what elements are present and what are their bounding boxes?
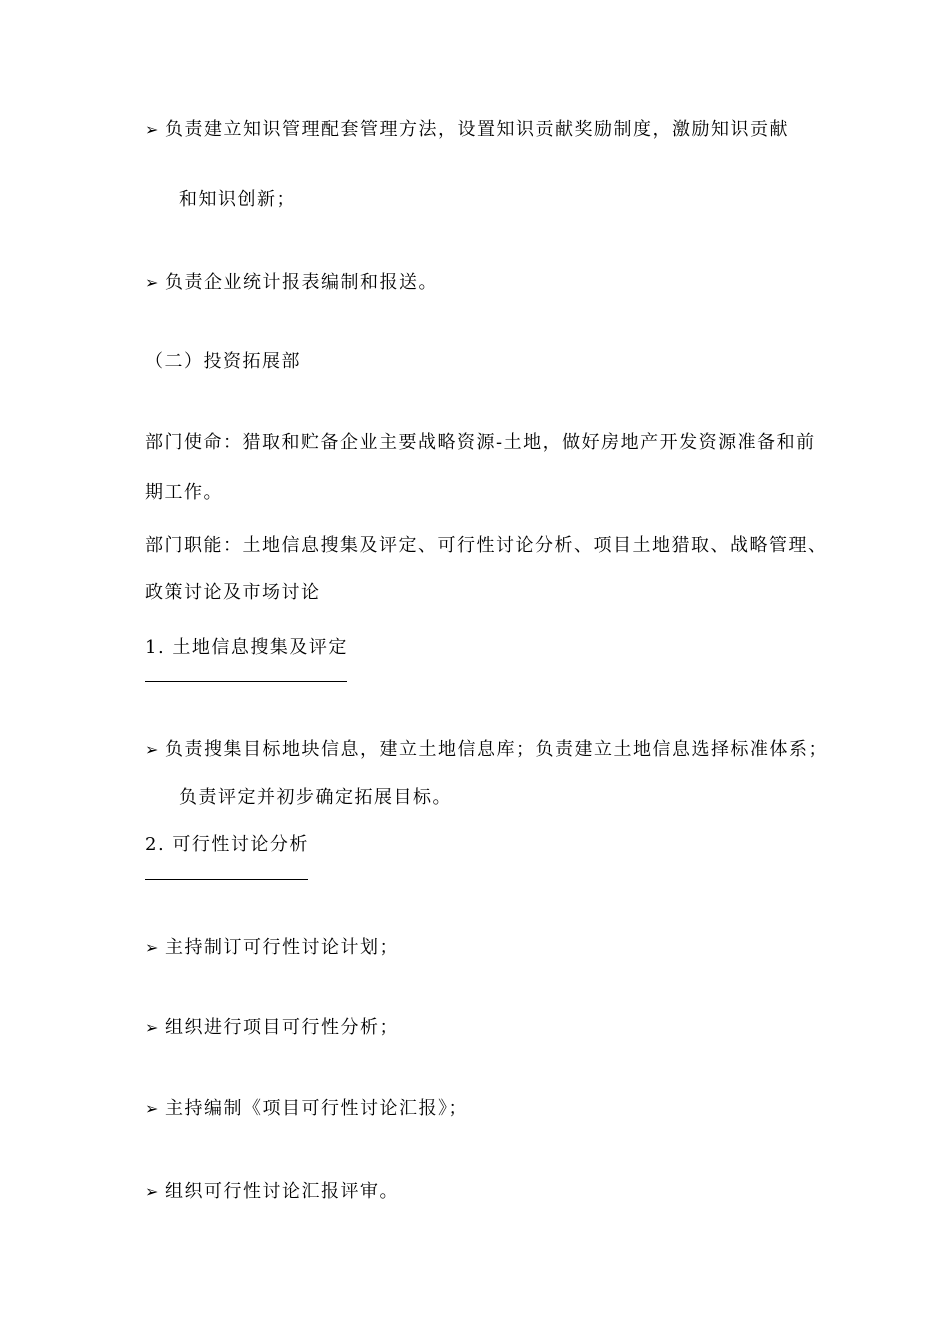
bullet-item-feasibility-analysis [145, 1016, 399, 1040]
section-heading: （二）投资拓展部 [145, 351, 301, 372]
bullet-arrow-icon: ➢ [145, 1099, 160, 1118]
subsection-underline-2 [145, 879, 308, 880]
department-mission: 部门使命：猎取和贮备企业主要战略资源-土地，做好房地产开发资源准备和前 [145, 432, 816, 453]
subsection-underline-1 [145, 681, 347, 682]
bullet-arrow-icon: ➢ [145, 1018, 160, 1037]
bullet-text: 负责企业统计报表编制和报送。 [165, 272, 438, 293]
bullet-arrow-icon: ➢ [145, 938, 160, 957]
bullet-item-land-info [145, 738, 828, 762]
bullet-arrow-icon: ➢ [145, 740, 160, 759]
subsection-heading-2: 2. 可行性讨论分析 [145, 834, 309, 855]
bullet-text: 负责搜集目标地块信息，建立土地信息库；负责建立土地信息选择标准体系； [165, 739, 828, 760]
bullet-text: 组织可行性讨论汇报评审。 [165, 1181, 399, 1202]
bullet-text: 负责建立知识管理配套管理方法，设置知识贡献奖励制度，激励知识贡献 [165, 119, 789, 140]
bullet-text: 主持制订可行性讨论计划； [165, 937, 399, 958]
department-duties-continuation: 政策讨论及市场讨论 [145, 582, 321, 603]
bullet-arrow-icon: ➢ [145, 120, 160, 139]
department-duties: 部门职能：土地信息搜集及评定、可行性讨论分析、项目土地猎取、战略管理、 [145, 535, 828, 556]
subsection-heading-1: 1. 土地信息搜集及评定 [145, 637, 348, 658]
bullet-item-feasibility-plan [145, 936, 399, 960]
bullet-item-feasibility-report [145, 1097, 468, 1121]
bullet-item-report-review [145, 1180, 399, 1204]
bullet-item-knowledge-management [145, 118, 789, 142]
bullet-arrow-icon: ➢ [145, 1182, 160, 1201]
bullet-text: 主持编制《项目可行性讨论汇报》； [165, 1098, 468, 1119]
bullet-item-continuation: 负责评定并初步确定拓展目标。 [179, 787, 452, 808]
bullet-item-statistics-report [145, 271, 438, 295]
bullet-text: 组织进行项目可行性分析； [165, 1017, 399, 1038]
bullet-item-continuation: 和知识创新； [179, 189, 296, 210]
department-mission-continuation: 期工作。 [145, 482, 223, 503]
bullet-arrow-icon: ➢ [145, 273, 160, 292]
